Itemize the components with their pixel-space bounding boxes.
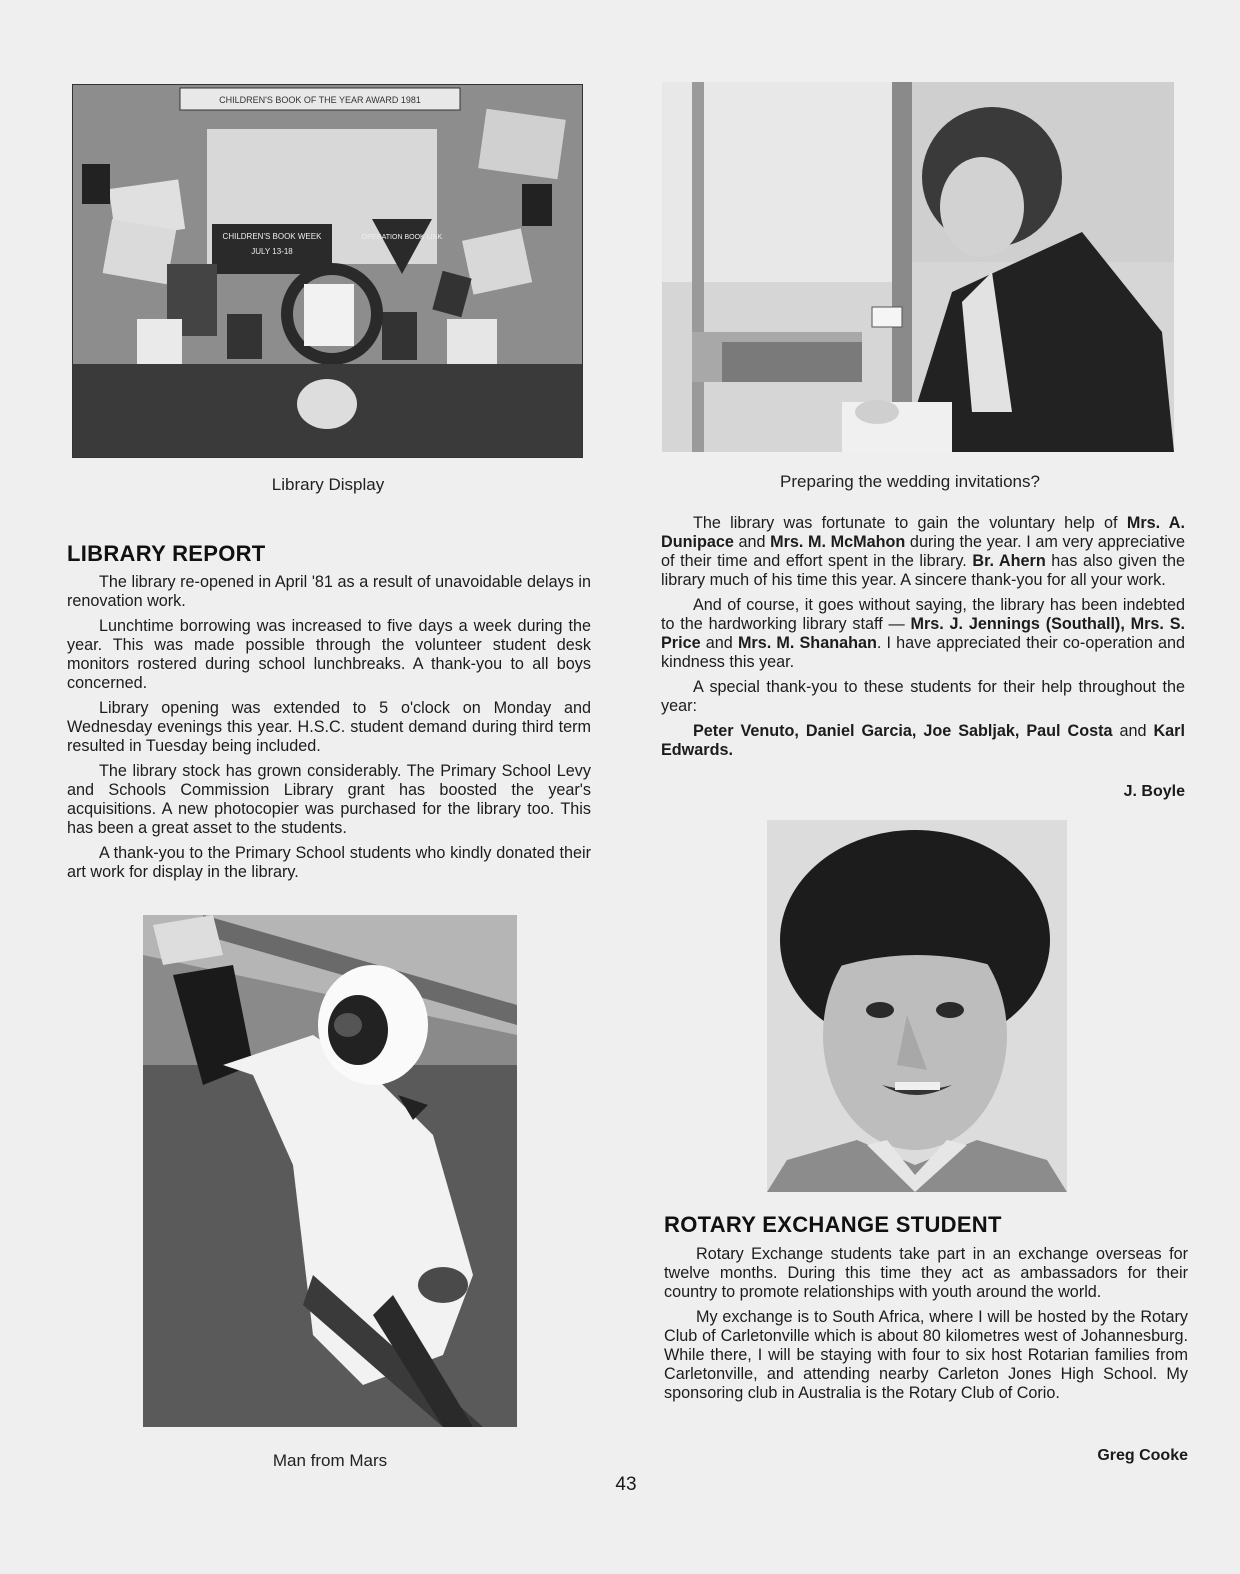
rotary-student-portrait [767,820,1067,1192]
rotary-body [664,1245,1188,1409]
rotary-student-image [767,820,1067,1192]
poster-line-2: JULY 13-18 [251,247,293,256]
man-from-mars-image [143,915,517,1427]
page-number: 43 [615,1474,637,1495]
rotary-signature: Greg Cooke [1097,1447,1188,1464]
library-display-photo [72,84,583,458]
rotary-paragraph: My exchange is to South Africa, where I will be hosted by the Rotary Club of Carletonville which is about 80 kilometres west of Johannesburg. While there, I will be staying with four to six host Rotarian families from Carletonville, and attending nearby Carleton Jones High School. My sponsoring club in Australia is the Rotary Club of Corio. [664,1308,1188,1402]
thanks-paragraph-volunteers: The library was fortunate to gain the voluntary help of Mrs. A. Dunipace and Mrs. M. McMahon during the year. I am very appreciative of their time and effort spent in the library. Br. Ahern has also given the library much of his time this year. A sincere thank-you for all your work. [661,514,1185,589]
wedding-caption: Preparing the wedding invitations? [780,472,1040,491]
rotary-paragraph: Rotary Exchange students take part in an exchange overseas for twelve months. During this time they act as ambassadors for their country to promote relationships with youth around the world. [664,1245,1188,1301]
library-report-title: LIBRARY REPORT [67,541,266,566]
library-report-paragraph: The library stock has grown considerably. The Primary School Levy and Schools Commission Library grant has boosted the year's acquisitions. A new photocopier was purchased for the library too. This has been a great asset to the students. [67,762,591,837]
wedding-invitations-photo [662,82,1174,452]
thanks-paragraph-students: A special thank-you to these students for their help throughout the year: [661,678,1185,715]
library-thanks-body [661,514,1185,766]
library-report-paragraph: A thank-you to the Primary School students who kindly donated their art work for display in the library. [67,844,591,881]
library-signature: J. Boyle [1123,783,1185,800]
man-from-mars-photo [143,915,517,1427]
rotary-title: ROTARY EXCHANGE STUDENT [664,1212,1002,1237]
man-from-mars-caption: Man from Mars [272,1451,388,1470]
poster-line-1: CHILDREN'S BOOK WEEK [222,232,322,241]
wedding-invitations-image [662,82,1174,452]
library-report-body [67,573,591,888]
library-display-caption: Library Display [271,475,385,494]
thanks-paragraph-staff: And of course, it goes without saying, the library has been indebted to the hardworking library staff — Mrs. J. Jennings (Southall), Mrs. S. Price and Mrs. M. Shanahan. I have appreciated their co-operation and kindness this year. [661,596,1185,671]
library-report-paragraph: Library opening was extended to 5 o'clock on Monday and Wednesday evenings this year. H.S.C. student demand during third term resulted in Tuesday being included. [67,699,591,755]
library-report-paragraph: Lunchtime borrowing was increased to five days a week during the year. This was made possible through the volunteer student desk monitors rostered during school lunchbreaks. A thank-you to all boys concerned. [67,617,591,692]
poster-right: OPERATION BOOK LINK [361,234,443,241]
library-display-image [72,84,583,458]
display-banner: CHILDREN'S BOOK OF THE YEAR AWARD 1981 [219,95,421,105]
thanks-student-names: Peter Venuto, Daniel Garcia, Joe Sabljak, Paul Costa and Karl Edwards. [661,722,1185,759]
library-report-paragraph: The library re-opened in April '81 as a result of unavoidable delays in renovation work. [67,573,591,610]
